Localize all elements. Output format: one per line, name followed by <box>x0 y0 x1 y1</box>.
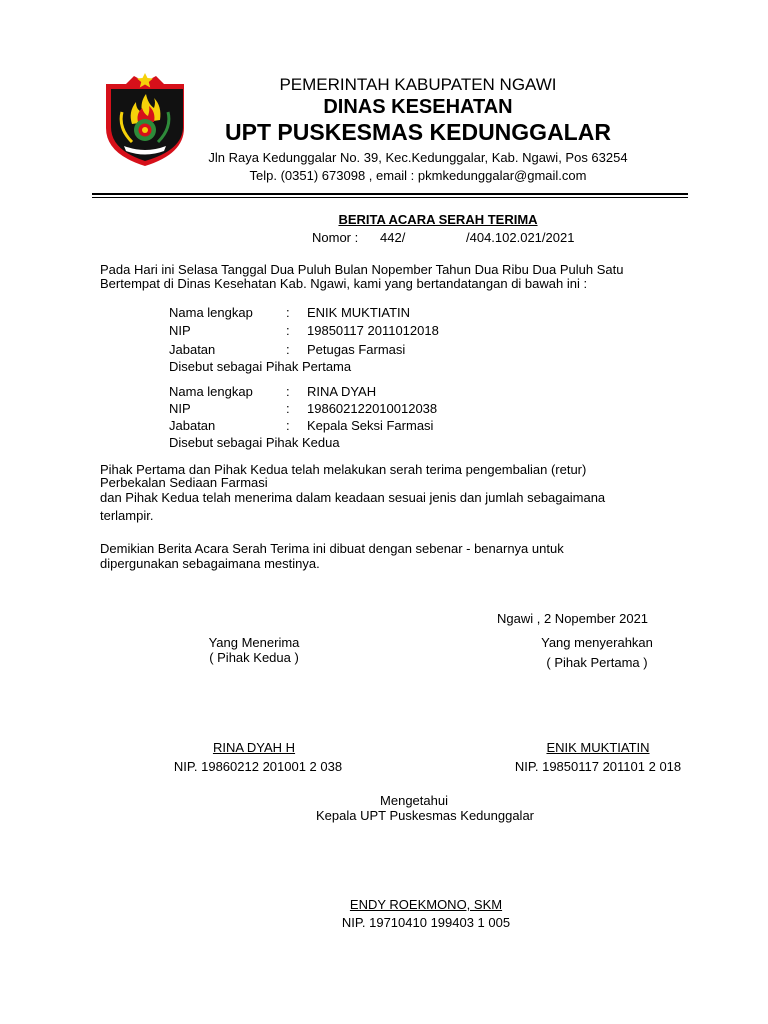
acknowledger-title: Kepala UPT Puskesmas Kedunggalar <box>316 808 534 823</box>
header-unit: UPT PUSKESMAS KEDUNGGALAR <box>225 119 611 145</box>
party1-nip-colon: : <box>286 323 290 338</box>
number-label: Nomor : <box>312 230 359 245</box>
intro-line-1: Pada Hari ini Selasa Tanggal Dua Puluh Bulan Nopember Tahun Dua Ribu Dua Puluh Satu <box>100 262 624 277</box>
receiver-nip: NIP. 19860212 201001 2 038 <box>173 759 343 774</box>
giver-title: Yang menyerahkan <box>541 635 653 650</box>
head-signature-name: ENDY ROEKMONO, SKM <box>349 897 503 912</box>
intro-line-2: Bertempat di Dinas Kesehatan Kab. Ngawi, kami yang bertandatangan di bawah ini : <box>100 276 588 291</box>
header-contact: Telp. (0351) 673098 , email : pkmkedunggalar@gmail.com <box>249 168 587 183</box>
party1-position-label: Jabatan <box>169 342 216 357</box>
body-line-2: Perbekalan Sediaan Farmasi <box>100 475 268 490</box>
giver-signature-name: ENIK MUKTIATIN <box>546 740 650 755</box>
body-line-1: Pihak Pertama dan Pihak Kedua telah melakukan serah terima pengembalian (retur) <box>100 462 587 477</box>
party2-position-colon: : <box>286 418 290 433</box>
acknowledgement-label: Mengetahui <box>380 793 448 808</box>
giver-role: ( Pihak Pertama ) <box>546 655 648 670</box>
party2-nip-colon: : <box>286 401 290 416</box>
ngawi-regency-emblem-icon <box>102 72 188 168</box>
closing-line-1: Demikian Berita Acara Serah Terima ini dibuat dengan sebenar - benarnya untuk <box>100 541 564 556</box>
place-and-date: Ngawi , 2 Nopember 2021 <box>497 611 649 626</box>
body-line-4: terlampir. <box>100 508 154 523</box>
closing-line-2: dipergunakan sebagaimana mestinya. <box>100 556 320 571</box>
receiver-signature-name: RINA DYAH H <box>212 740 296 755</box>
header-government: PEMERINTAH KABUPATEN NGAWI <box>279 75 557 94</box>
party2-position-label: Jabatan <box>169 418 216 433</box>
party2-name: RINA DYAH <box>307 384 377 399</box>
header-divider-thick <box>92 193 688 195</box>
party1-position: Petugas Farmasi <box>307 342 406 357</box>
party1-nip-label: NIP <box>169 323 191 338</box>
receiver-role: ( Pihak Kedua ) <box>209 650 299 665</box>
giver-nip: NIP. 19850117 201101 2 018 <box>514 759 682 774</box>
number-prefix: 442/ <box>380 230 406 245</box>
party2-designation: Disebut sebagai Pihak Kedua <box>169 435 340 450</box>
party2-name-label: Nama lengkap <box>169 384 253 399</box>
head-nip: NIP. 19710410 199403 1 005 <box>341 915 511 930</box>
number-suffix: /404.102.021/2021 <box>466 230 575 245</box>
party1-name: ENIK MUKTIATIN <box>307 305 411 320</box>
header-agency: DINAS KESEHATAN <box>323 96 513 118</box>
party1-position-colon: : <box>286 342 290 357</box>
document-title: BERITA ACARA SERAH TERIMA <box>338 212 538 227</box>
party1-nip: 19850117 2011012018 <box>307 323 439 338</box>
body-line-3: dan Pihak Kedua telah menerima dalam keadaan sesuai jenis dan jumlah sebagaimana <box>100 490 606 505</box>
party2-nip-label: NIP <box>169 401 191 416</box>
party1-name-label: Nama lengkap <box>169 305 253 320</box>
header-address: Jln Raya Kedunggalar No. 39, Kec.Kedunggalar, Kab. Ngawi, Pos 63254 <box>208 150 628 165</box>
party1-name-colon: : <box>286 305 290 320</box>
party2-nip: 198602122010012038 <box>307 401 438 416</box>
header-divider-thin <box>92 197 688 198</box>
party2-name-colon: : <box>286 384 290 399</box>
receiver-title: Yang Menerima <box>208 635 300 650</box>
party1-designation: Disebut sebagai Pihak Pertama <box>169 359 352 374</box>
party2-position: Kepala Seksi Farmasi <box>307 418 434 433</box>
